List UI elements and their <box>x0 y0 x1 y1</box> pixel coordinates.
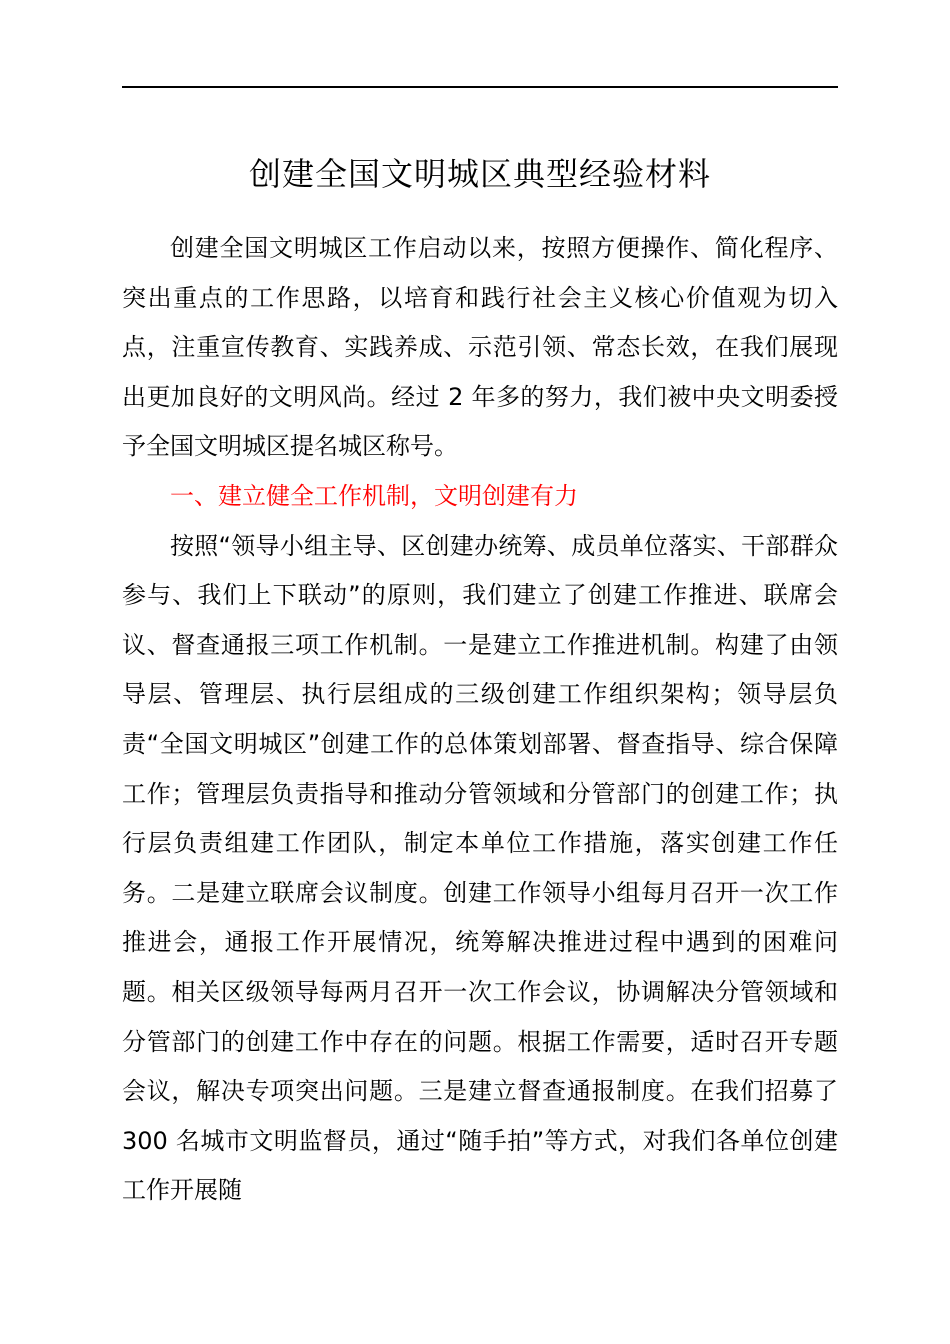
intro-paragraph: 创建全国文明城区工作启动以来，按照方便操作、简化程序、突出重点的工作思路，以培育和践行社会主义核心价值观为切入点，注重宣传教育、实践养成、示范引领、常态长效，在我们展现出更加良好的文明风尚。经过 2 年多的努力，我们被中央文明委授予全国文明城区提名城区称号。 <box>122 234 838 461</box>
document-title: 创建全国文明城区典型经验材料 <box>248 155 711 193</box>
section-paragraph: 按照“领导小组主导、区创建办统筹、成员单位落实、干部群众参与、我们上下联动”的原则，我们建立了创建工作推进、联席会议、督查通报三项工作机制。一是建立工作推进机制。构建了由领导层、管理层、执行层组成的三级创建工作组织架构；领导层负责“全国文明城区”创建工作的总体策划部署、督查指导、综合保障工作；管理层负责指导和推动分管领域和分管部门的创建工作；执行层负责组建工作团队，制定本单位工作措施，落实创建工作任务。二是建立联席会议制度。创建工作领导小组每月召开一次工作推进会，通报工作开展情况，统筹解决推进过程中遇到的困难问题。相关区级领导每两月召开一次工作会议，协调解决分管领域和分管部门的创建工作中存在的问题。根据工作需要，适时召开专题会议，解决专项突出问题。三是建立督查通报制度。在我们招募了 300 名城市文明监督员，通过“随手拍”等方式，对我们各单位创建工作开展随 <box>122 531 838 1205</box>
section-heading: 一、建立健全工作机制，文明创建有力 <box>170 481 578 510</box>
document-body <box>122 224 838 1216</box>
header-rule <box>122 86 838 88</box>
